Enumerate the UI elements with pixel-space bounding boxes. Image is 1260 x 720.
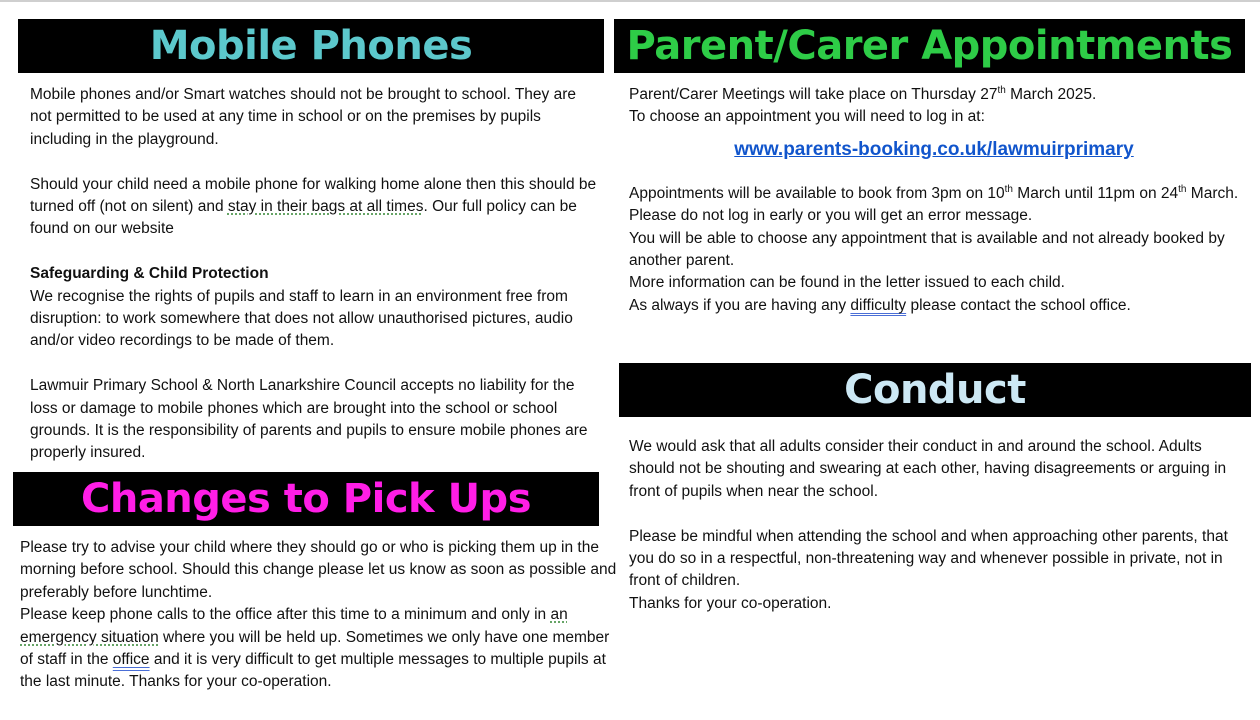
safeguarding-paragraph: We recognise the rights of pupils and staff to learn in an environment free from disruption: to work somewhere that does not allow unauthorised pictures, audio and/or video recordings to be made of them.	[30, 287, 573, 350]
conduct-section	[629, 436, 1241, 615]
appointments-section	[629, 84, 1239, 317]
conduct-banner	[619, 363, 1251, 417]
mobile-policy-paragraph: Mobile phones and/or Smart watches should not be brought to school. They are not permitted to be used at any time in school or on the premises by pupils including in the playground.	[30, 86, 576, 148]
safeguarding-heading: Safeguarding & Child Protection	[30, 265, 269, 283]
appointments-banner	[614, 19, 1245, 73]
mobile-phones-title: Mobile Phones	[149, 23, 473, 69]
grammar-underline: office	[112, 651, 150, 669]
login-instruction: To choose an appointment you will need to log in at:	[629, 108, 985, 126]
pick-ups-paragraph-1: Please try to advise your child where they should go or who is picking them up in the morning before school. Should this change please let us know as soon as possible and preferably before lunchtime.	[20, 539, 617, 601]
conduct-thanks: Thanks for your co-operation.	[629, 594, 832, 612]
mobile-phones-banner	[18, 19, 604, 73]
pick-ups-paragraph-2: Please keep phone calls to the office after this time to a minimum and only in an emergency situation where you will be held up. Sometimes we only have one member of staff in the office and it is very difficult to get multiple messages to multiple pupils at the last minute. Thanks for your co-operation.	[20, 606, 610, 691]
choose-appointment-paragraph: You will be able to choose any appointment that is available and not already booked by another parent.	[629, 229, 1225, 270]
appointments-title: Parent/Carer Appointments	[626, 23, 1233, 69]
conduct-paragraph-1: We would ask that all adults consider their conduct in and around the school. Adults should not be shouting and swearing at each other, having disagreements or arguing in front of pupils when near the school.	[629, 438, 1227, 500]
contact-office-line: As always if you are having any difficulty please contact the school office.	[629, 296, 1131, 314]
grammar-underline: difficulty	[850, 296, 907, 314]
availability-paragraph: Appointments will be available to book from 3pm on 10th March until 11pm on 24th March. Please do not log in early or you will get an error message.	[629, 183, 1239, 225]
spellcheck-underline: an emergency situation	[20, 606, 568, 646]
conduct-title: Conduct	[844, 367, 1026, 413]
spellcheck-underline: stay in their bags at all times	[227, 198, 424, 216]
mobile-phones-section	[30, 84, 600, 465]
top-border	[0, 0, 1260, 2]
liability-paragraph: Lawmuir Primary School & North Lanarkshire Council accepts no liability for the loss or damage to mobile phones which are brought into the school or school grounds. It is the responsibility of parents and pupils to ensure mobile phones are properly insured.	[30, 377, 588, 462]
meeting-date-line: Parent/Carer Meetings will take place on Thursday 27th March 2025.	[629, 84, 1097, 103]
letter-info-line: More information can be found in the letter issued to each child.	[629, 274, 1065, 292]
booking-link-wrap	[629, 139, 1239, 175]
conduct-paragraph-2: Please be mindful when attending the school and when approaching other parents, that you do so in a respectful, non-threatening way and whenever possible in private, not in front of children.	[629, 527, 1228, 590]
pick-ups-banner	[13, 472, 599, 526]
walking-home-paragraph: Should your child need a mobile phone for walking home alone then this should be turned off (not on silent) and stay in their bags at all times. Our full policy can be found on our website	[30, 175, 597, 238]
booking-link[interactable]: www.parents-booking.co.uk/lawmuirprimary	[734, 138, 1134, 160]
pick-ups-section	[20, 537, 626, 694]
pick-ups-title: Changes to Pick Ups	[80, 476, 531, 522]
